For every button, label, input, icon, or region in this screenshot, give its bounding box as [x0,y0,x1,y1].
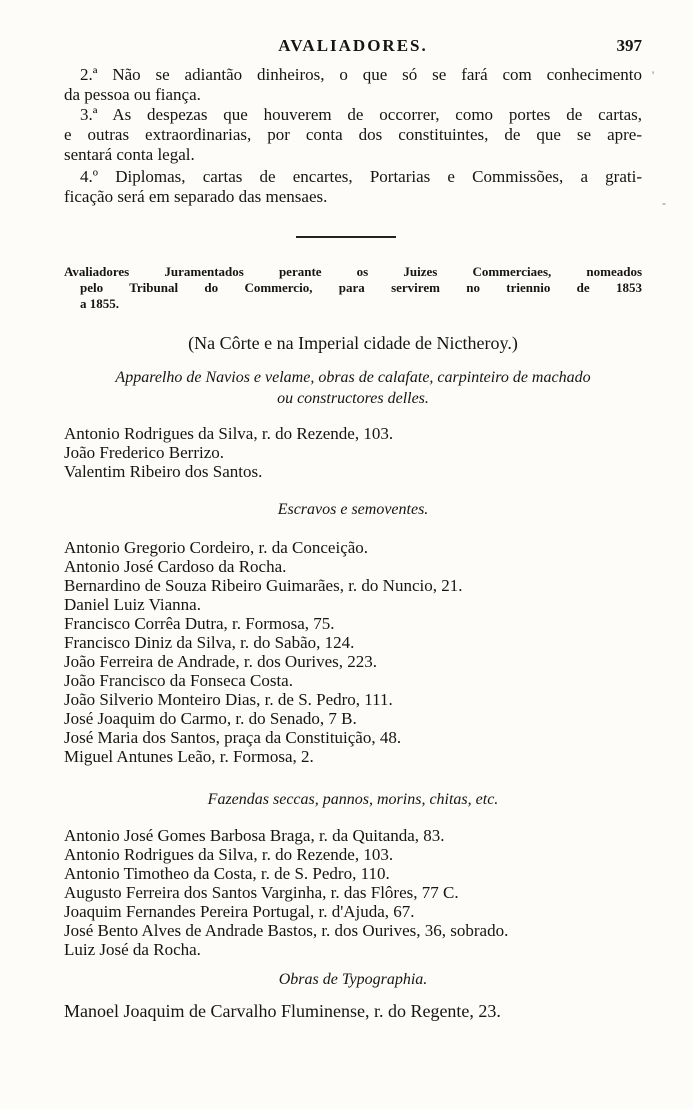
section-heading-line: a 1855. [80,296,119,311]
paragraph-line: sentará conta legal. [64,145,195,164]
list-item: Valentim Ribeiro dos Santos. [64,462,263,481]
list-item: João Francisco da Fonseca Costa. [64,671,293,690]
list-item: Joaquim Fernandes Pereira Portugal, r. d'Ajuda, 67. [64,902,415,921]
list-item: Antonio Gregorio Cordeiro, r. da Conceição. [64,538,369,557]
list-item: Antonio Rodrigues da Silva, r. do Rezende, 103. [64,424,394,443]
category-title: Fazendas seccas, pannos, morins, chitas, etc. [207,791,499,808]
list-item: Antonio José Gomes Barbosa Braga, r. da Quitanda, 83. [64,826,445,845]
paragraph-line: e outras extraordinarias, por conta dos constituintes, de que se apre- [64,125,642,144]
list-item: João Silverio Monteiro Dias, r. de S. Pedro, 111. [64,690,393,709]
list-item: José Bento Alves de Andrade Bastos, r. dos Ourives, 36, sobrado. [64,921,509,940]
page-number: 397 [616,36,642,55]
paragraph-line: da pessoa ou fiança. [64,85,201,104]
list-item: Daniel Luiz Vianna. [64,595,201,614]
list-item: Augusto Ferreira dos Santos Varginha, r. das Flôres, 77 C. [64,883,459,902]
list-item: Luiz José da Rocha. [64,940,201,959]
list-item: Miguel Antunes Leão, r. Formosa, 2. [64,747,314,766]
list-item: Manoel Joaquim de Carvalho Fluminense, r. do Regente, 23. [64,1001,501,1021]
section-divider [296,236,396,238]
paragraph-line: 3.ª As despezas que houverem de occorrer, como portes de cartas, [80,105,642,124]
list-item: Antonio José Cardoso da Rocha. [64,557,287,576]
location-note: (Na Côrte e na Imperial cidade de Nictheroy.) [188,333,518,353]
category-title: Escravos e semoventes. [277,501,429,518]
list-item: Francisco Diniz da Silva, r. do Sabão, 124. [64,633,355,652]
category-title: Apparelho de Navios e velame, obras de calafate, carpinteiro de machado [115,369,591,386]
list-item: Antonio Rodrigues da Silva, r. do Rezende, 103. [64,845,394,864]
paragraph-line: 2.ª Não se adiantão dinheiros, o que só se fará com conhecimento [80,65,642,84]
page-header [64,36,642,58]
section-heading-line: pelo Tribunal do Commercio, para servirem no triennio de 1853 [80,280,642,295]
list-item: João Frederico Berrizo. [64,443,225,462]
category-title: ou constructores delles. [277,390,429,407]
margin-mark: ' [652,68,655,82]
running-title: AVALIADORES. [278,36,428,55]
margin-mark: - [662,196,666,210]
section-heading-line: Avaliadores Juramentados perante os Juizes Commerciaes, nomeados [64,264,642,279]
list-item: José Maria dos Santos, praça da Constituição, 48. [64,728,402,747]
list-item: Bernardino de Souza Ribeiro Guimarães, r. do Nuncio, 21. [64,576,463,595]
paragraph-line: 4.º Diplomas, cartas de encartes, Portarias e Commissões, a grati- [80,167,642,186]
category-title: Obras de Typographia. [278,971,428,988]
list-item: Francisco Corrêa Dutra, r. Formosa, 75. [64,614,335,633]
list-item: Antonio Timotheo da Costa, r. de S. Pedro, 110. [64,864,390,883]
list-item: João Ferreira de Andrade, r. dos Ourives, 223. [64,652,378,671]
paragraph-line: ficação será em separado das mensaes. [64,187,328,206]
list-item: José Joaquim do Carmo, r. do Senado, 7 B. [64,709,357,728]
